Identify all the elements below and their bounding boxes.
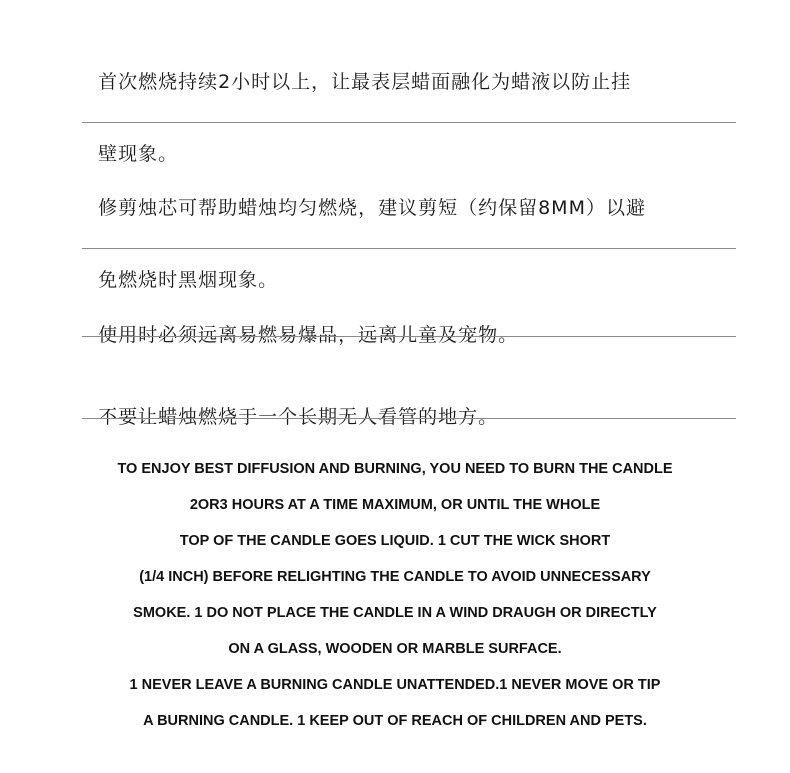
english-line: A BURNING CANDLE. 1 KEEP OUT OF REACH OF CHILDREN AND PETS.	[143, 713, 647, 729]
english-line: TOP OF THE CANDLE GOES LIQUID. 1 CUT THE WICK SHORT	[179, 533, 611, 549]
note-trim-wick	[84, 154, 744, 298]
note-line: 免燃烧时黑烟现象。	[98, 269, 279, 291]
note-unattended	[84, 363, 744, 435]
english-line: TO ENJOY BEST DIFFUSION AND BURNING, YOU NEED TO BURN THE CANDLE	[117, 461, 673, 477]
note-line: 不要让蜡烛燃烧于一个长期无人看管的地方。	[98, 406, 499, 428]
note-line: 使用时必须远离易燃易爆品，远离儿童及宠物。	[98, 324, 519, 346]
note-keep-away	[84, 281, 744, 353]
divider	[82, 418, 736, 419]
english-line: (1/4 INCH) BEFORE RELIGHTING THE CANDLE TO AVOID UNNECESSARY	[139, 569, 651, 585]
english-line: 2OR3 HOURS AT A TIME MAXIMUM, OR UNTIL THE WHOLE	[189, 497, 601, 513]
note-line: 首次燃烧持续2小时以上，让最表层蜡面融化为蜡液以防止挂	[98, 71, 632, 93]
english-line: SMOKE. 1 DO NOT PLACE THE CANDLE IN A WIND DRAUGH OR DIRECTLY	[133, 605, 657, 621]
note-first-burn	[84, 28, 744, 172]
english-instructions	[0, 451, 790, 739]
divider	[82, 122, 736, 123]
note-line: 壁现象。	[98, 143, 179, 165]
divider	[82, 248, 736, 249]
divider	[82, 336, 736, 337]
english-line: 1 NEVER LEAVE A BURNING CANDLE UNATTENDED.1 NEVER MOVE OR TIP	[129, 677, 661, 693]
english-line: ON A GLASS, WOODEN OR MARBLE SURFACE.	[228, 641, 562, 657]
note-line: 修剪烛芯可帮助蜡烛均匀燃烧，建议剪短（约保留8MM）以避	[98, 197, 646, 219]
